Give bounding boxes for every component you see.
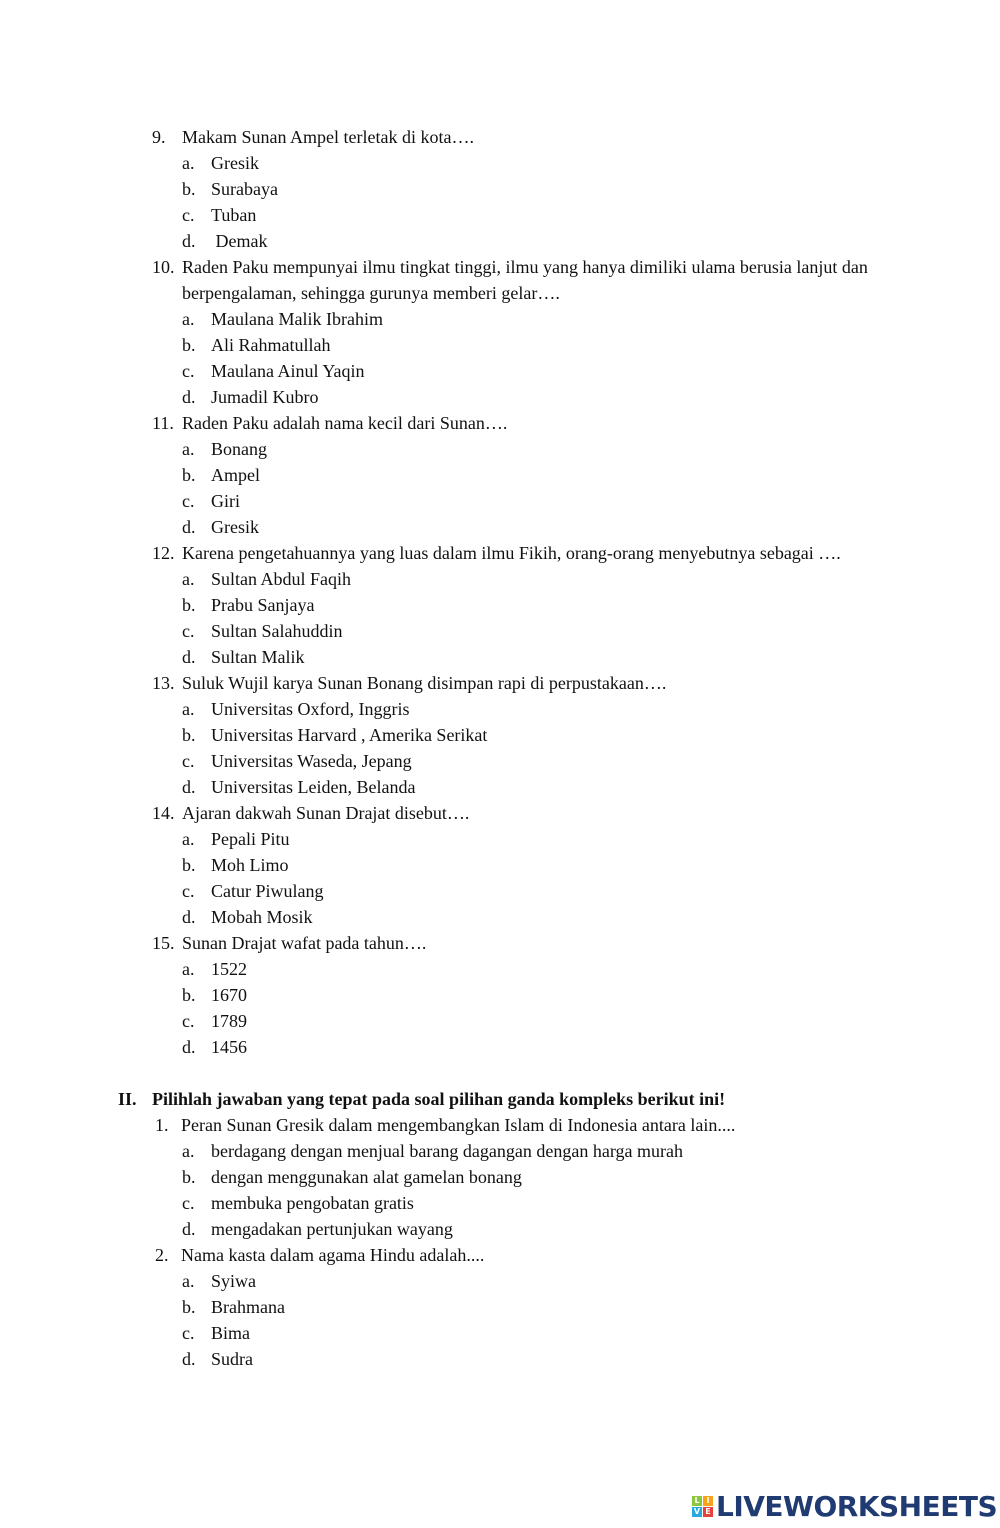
question-text: Ajaran dakwah Sunan Drajat disebut…. [182,803,470,823]
option-text: Universitas Oxford, Inggris [211,699,410,719]
option-text: Sultan Abdul Faqih [211,569,352,589]
question-number: 9. [152,127,166,147]
option-text: berdagang dengan menjual barang dagangan dengan harga murah [211,1141,683,1161]
answer-option [0,228,1000,254]
answer-option [0,1034,1000,1060]
question-number: 14. [152,803,175,823]
option-text: Maulana Malik Ibrahim [211,309,383,329]
option-letter: a. [182,829,195,849]
question-number: 10. [152,257,175,277]
answer-option [0,1346,1000,1372]
option-letter: d. [182,1349,196,1369]
option-letter: b. [182,855,196,875]
question [0,670,876,696]
question-text: Sunan Drajat wafat pada tahun…. [182,933,427,953]
question-number: 1. [155,1115,169,1135]
answer-option [0,722,1000,748]
answer-option [0,1216,1000,1242]
option-letter: c. [182,1011,195,1031]
answer-option [0,852,1000,878]
question-text: Raden Paku adalah nama kecil dari Sunan…. [182,413,508,433]
answer-option [0,618,1000,644]
answer-option [0,1268,1000,1294]
question-text: Peran Sunan Gresik dalam mengembangkan Islam di Indonesia antara lain.... [181,1115,736,1135]
answer-option [0,878,1000,904]
answer-option [0,774,1000,800]
answer-option [0,514,1000,540]
section-number: II. [118,1089,137,1109]
option-text: Giri [211,491,240,511]
option-letter: a. [182,1141,195,1161]
option-letter: d. [182,387,196,407]
option-letter: d. [182,647,196,667]
option-text: Universitas Leiden, Belanda [211,777,416,797]
question [0,254,876,306]
option-text: Bima [211,1323,250,1343]
answer-option [0,306,1000,332]
question-text: Suluk Wujil karya Sunan Bonang disimpan rapi di perpustakaan…. [182,673,667,693]
question [0,1112,875,1138]
option-text: 1522 [211,959,247,979]
option-text: Jumadil Kubro [211,387,319,407]
option-letter: c. [182,361,195,381]
option-letter: d. [182,1219,196,1239]
option-text: mengadakan pertunjukan wayang [211,1219,453,1239]
option-text: Bonang [211,439,267,459]
section-title: Pilihlah jawaban yang tepat pada soal pilihan ganda kompleks berikut ini! [152,1089,726,1109]
section-heading [0,1086,1000,1112]
answer-option [0,1320,1000,1346]
question-number: 11. [152,413,174,433]
question [0,930,876,956]
question [0,800,876,826]
logo-text: LIVEWORKSHEETS [716,1490,998,1523]
option-letter: c. [182,491,195,511]
question-number: 13. [152,673,175,693]
option-letter: b. [182,725,196,745]
answer-option [0,358,1000,384]
option-letter: a. [182,959,195,979]
answer-option [0,462,1000,488]
answer-option [0,1138,1000,1164]
answer-option [0,202,1000,228]
answer-option [0,644,1000,670]
option-letter: d. [182,1037,196,1057]
option-letter: b. [182,465,196,485]
option-text: Tuban [211,205,257,225]
option-letter: d. [182,777,196,797]
option-letter: c. [182,1323,195,1343]
answer-option [0,436,1000,462]
answer-option [0,566,1000,592]
option-letter: c. [182,751,195,771]
option-text: 1670 [211,985,247,1005]
option-letter: d. [182,517,196,537]
option-letter: b. [182,179,196,199]
option-text: Maulana Ainul Yaqin [211,361,365,381]
option-text: Universitas Harvard , Amerika Serikat [211,725,488,745]
answer-option [0,150,1000,176]
option-letter: a. [182,699,195,719]
option-text: Pepali Pitu [211,829,290,849]
option-text: Ampel [211,465,260,485]
question-number: 15. [152,933,175,953]
answer-option [0,1294,1000,1320]
answer-option [0,748,1000,774]
option-text: 1789 [211,1011,247,1031]
option-letter: c. [182,205,195,225]
option-text: Universitas Waseda, Jepang [211,751,412,771]
answer-option [0,1164,1000,1190]
option-text: Syiwa [211,1271,256,1291]
answer-option [0,904,1000,930]
answer-option [0,488,1000,514]
question [0,410,876,436]
answer-option [0,592,1000,618]
option-text: 1456 [211,1037,247,1057]
option-letter: b. [182,595,196,615]
liveworksheets-logo [692,1490,997,1523]
option-letter: a. [182,309,195,329]
question-list [0,124,1000,1372]
option-text: Surabaya [211,179,278,199]
option-text: Prabu Sanjaya [211,595,315,615]
option-text: Sultan Salahuddin [211,621,343,641]
answer-option [0,982,1000,1008]
option-letter: a. [182,569,195,589]
question-text: Nama kasta dalam agama Hindu adalah.... [181,1245,485,1265]
option-letter: b. [182,985,196,1005]
option-letter: c. [182,621,195,641]
option-text: Demak [211,231,268,251]
answer-option [0,826,1000,852]
option-letter: b. [182,335,196,355]
question-text: Karena pengetahuannya yang luas dalam ilmu Fikih, orang-orang menyebutnya sebagai …. [182,543,841,563]
option-text: Moh Limo [211,855,289,875]
option-letter: b. [182,1297,196,1317]
option-text: Sudra [211,1349,253,1369]
option-text: Mobah Mosik [211,907,313,927]
option-text: Gresik [211,517,259,537]
question-text: Raden Paku mempunyai ilmu tingkat tinggi, ilmu yang hanya dimiliki ulama berusia lanjut dan berpengalaman, sehingga gurunya memberi gelar…. [182,257,868,303]
question-text: Makam Sunan Ampel terletak di kota…. [182,127,474,147]
answer-option [0,384,1000,410]
answer-option [0,696,1000,722]
answer-option [0,1008,1000,1034]
question [0,1242,875,1268]
option-text: Brahmana [211,1297,285,1317]
option-letter: c. [182,1193,195,1213]
answer-option [0,1190,1000,1216]
option-letter: c. [182,881,195,901]
option-text: dengan menggunakan alat gamelan bonang [211,1167,522,1187]
option-text: Gresik [211,153,259,173]
live-cube-icon: L I V E [692,1496,713,1517]
option-letter: a. [182,439,195,459]
option-letter: d. [182,231,196,251]
answer-option [0,956,1000,982]
question-number: 12. [152,543,175,563]
answer-option [0,332,1000,358]
question [0,124,876,150]
option-letter: d. [182,907,196,927]
question-number: 2. [155,1245,169,1265]
option-text: Sultan Malik [211,647,305,667]
option-text: Catur Piwulang [211,881,324,901]
option-letter: b. [182,1167,196,1187]
question [0,540,876,566]
option-text: Ali Rahmatullah [211,335,331,355]
option-text: membuka pengobatan gratis [211,1193,414,1213]
option-letter: a. [182,153,195,173]
answer-option [0,176,1000,202]
option-letter: a. [182,1271,195,1291]
